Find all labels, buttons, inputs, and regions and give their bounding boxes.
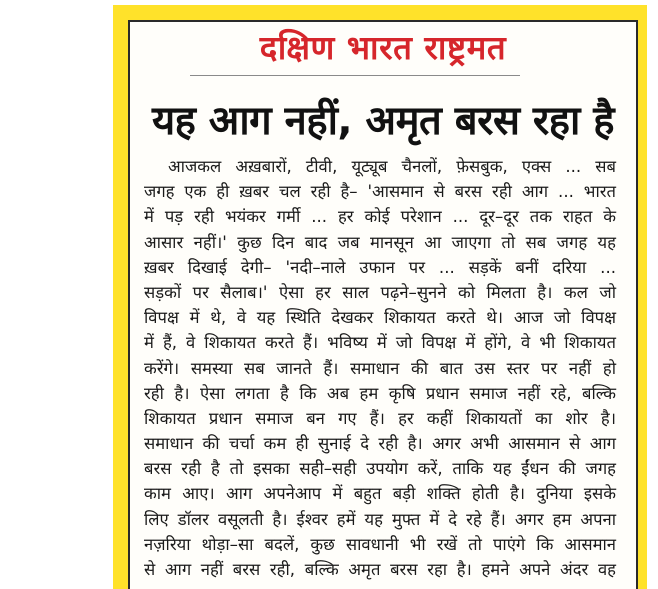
article-line: सड़कों पर सैलाब।' ऐसा हर साल पढ़ने–सुनने को मिलता है। कल जो	[144, 282, 616, 302]
newspaper-clipping	[128, 20, 638, 589]
article-line: आसार नहीं।' कुछ दिन बाद जब मानसून आ जाएगा तो सब जगह यह	[144, 232, 616, 252]
article-line: आजकल अख़बारों, टीवी, यूट्यूब चैनलों, फ़ेसबुक, एक्स ... सब	[168, 157, 616, 176]
article-line: समाधान की चर्चा कम ही सुनाई दे रही है। अगर अभी आसमान से आग	[144, 434, 616, 454]
article-headline: यह आग नहीं, अमृत बरस रहा है	[151, 98, 615, 144]
article-line: काम आए। आग अपनेआप में बहुत बड़ी शक्ति होती है। दुनिया इसके	[144, 484, 616, 504]
article-line: में हैं, वे शिकायत करते हैं। भविष्य में जो विपक्ष में होंगे, वे भी शिकायत	[144, 333, 616, 353]
newspaper-masthead: दक्षिण भारत राष्ट्रमत	[259, 28, 507, 67]
article-line: रही है। ऐसा लगता है कि अब हम कृषि प्रधान समाज नहीं रहे, बल्कि	[144, 383, 616, 403]
article-line: जगह एक ही ख़बर चल रही है– 'आसमान से बरस रही आग ... भारत	[144, 182, 616, 202]
article-line: में पड़ रही भयंकर गर्मी ... हर कोई परेशान ... दूर–दूर तक राहत के	[144, 207, 616, 227]
article-line: विपक्ष में थे, वे यह स्थिति देखकर शिकायत करते थे। आज जो विपक्ष	[144, 308, 616, 328]
article-line: शिकायत प्रधान समाज बन गए हैं। हर कहीं शिकायतों का शोर है।	[144, 408, 616, 428]
masthead-divider	[190, 75, 520, 76]
article-line: से आग नहीं बरस रही, बल्कि अमृत बरस रहा है। हमने अपने अंदर वह	[144, 560, 616, 579]
article-line: लिए डॉलर वसूलती है। ईश्वर हमें यह मुफ्त में दे रहे हैं। अगर हम अपना	[144, 509, 616, 529]
article-line: ख़बर दिखाई देगी– 'नदी–नाले उफान पर ... सड़कें बनीं दरिया ...	[144, 257, 616, 277]
article-body	[144, 154, 616, 582]
article-line: नज़रिया थोड़ा–सा बदलें, कुछ सावधानी भी रखें तो पाएंगे कि आसमान	[144, 534, 616, 554]
article-line: बरस रही है तो इसका सही–सही उपयोग करें, ताकि यह ईंधन की जगह	[144, 459, 616, 479]
article-line: करेंगे। समस्या सब जानते हैं। समाधान की बात उस स्तर पर नहीं हो	[144, 358, 616, 378]
